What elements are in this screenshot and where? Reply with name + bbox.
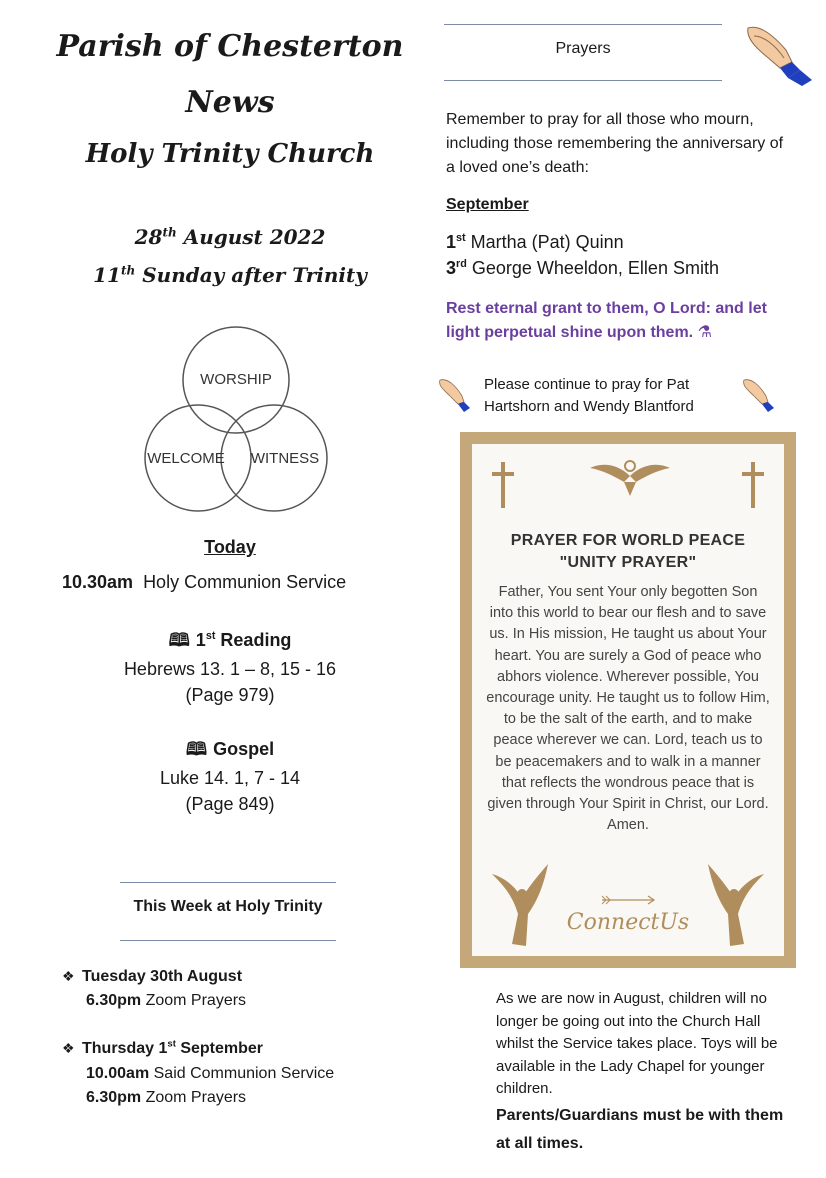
logo-witness-label: WITNESS (250, 450, 320, 467)
praying-hands-icon (740, 18, 820, 88)
divider (120, 882, 336, 883)
event-tuesday: ❖ Tuesday 30th August (62, 968, 243, 985)
sunday-name: 11th Sunday after Trinity (93, 263, 367, 287)
arrow-icon (598, 894, 658, 906)
parents-notice: Parents/Guardians must be with them at all times. (496, 1107, 784, 1152)
card-title: PRAYER FOR WORLD PEACE "UNITY PRAYER" (510, 532, 746, 571)
angel-icon (704, 854, 774, 954)
this-week-heading: This Week at Holy Trinity (133, 898, 323, 915)
title-church: Holy Trinity Church (85, 139, 375, 169)
gospel-page: (Page 849) (185, 794, 275, 814)
worship-welcome-witness-logo (130, 310, 340, 520)
event-item: 6.30pm Zoom Prayers (86, 1089, 247, 1106)
gospel-heading: 🕮 Gospel (40, 737, 420, 767)
book-icon: 🕮 (185, 739, 208, 759)
today-service: 10.30am Holy Communion Service (62, 572, 347, 592)
angel-icon (482, 854, 552, 954)
card-prayer-text: Father, You sent Your only begotten Son into this world to bear our flesh and to save us. In His mission, He taught us about Your heart. You are surely a God of peace who abhors violence. Wherever possible, You encourage unity. He taught us to follow Him, to be the salt of the earth, and to make peace wherever we can. Lord, teach us to be peacemakers and to walk in a manner that reflects the wondrous peace that is given through Your Spirit in Christ, our Lord. Amen. (486, 584, 770, 834)
praying-hands-icon (740, 374, 780, 414)
month-heading: September (446, 196, 529, 213)
children-notice: As we are now in August, children will no longer be going out into the Church Hall whilst the Service takes place. Toys will be available in the Lady Chapel for younger children. (496, 990, 778, 1098)
book-icon: 🕮 (168, 630, 190, 650)
unity-prayer-card (460, 432, 796, 968)
first-reading-ref: Hebrews 13. 1 – 8, 15 - 16 (123, 659, 337, 679)
dove-icon (588, 456, 672, 498)
praying-hands-icon (436, 374, 476, 414)
cross-icon (488, 460, 518, 510)
connectus-logo: ConnectUs (566, 910, 690, 935)
first-reading-page: (Page 979) (185, 685, 275, 705)
title-parish: Parish of Chesterton (56, 29, 404, 64)
gospel-ref: Luke 14. 1, 7 - 14 (159, 768, 301, 788)
divider (444, 80, 722, 81)
logo-worship-label: WORSHIP (200, 371, 272, 388)
pray-icon: ⚗ (697, 324, 712, 341)
divider (444, 24, 722, 25)
event-thursday: ❖ Thursday 1st September (62, 1038, 264, 1057)
anniversary-line: 1st Martha (Pat) Quinn (446, 232, 624, 252)
logo-welcome-label: WELCOME (147, 450, 225, 467)
event-item: 10.00am Said Communion Service (86, 1065, 335, 1082)
anniversary-line: 3rd George Wheeldon, Ellen Smith (446, 258, 719, 278)
continue-prayer: Please continue to pray for Pat Hartshorn and Wendy Blantford (484, 376, 694, 415)
divider (120, 940, 336, 941)
prayer-intro: Remember to pray for all those who mourn, including those remembering the anniversary of a loved one’s death: (446, 111, 784, 176)
title-news: News (185, 85, 275, 120)
first-reading-heading: 🕮 1st Reading (40, 628, 420, 658)
rest-eternal: Rest eternal grant to them, O Lord: and let light perpetual shine upon them. ⚗ (446, 300, 767, 341)
today-heading: Today (204, 537, 256, 557)
event-item: 6.30pm Zoom Prayers (86, 992, 247, 1009)
bullet-icon: ❖ (62, 968, 75, 984)
cross-icon (738, 460, 768, 510)
service-date: 28th August 2022 (134, 225, 326, 249)
bullet-icon: ❖ (62, 1040, 75, 1056)
prayers-heading: Prayers (555, 40, 611, 57)
